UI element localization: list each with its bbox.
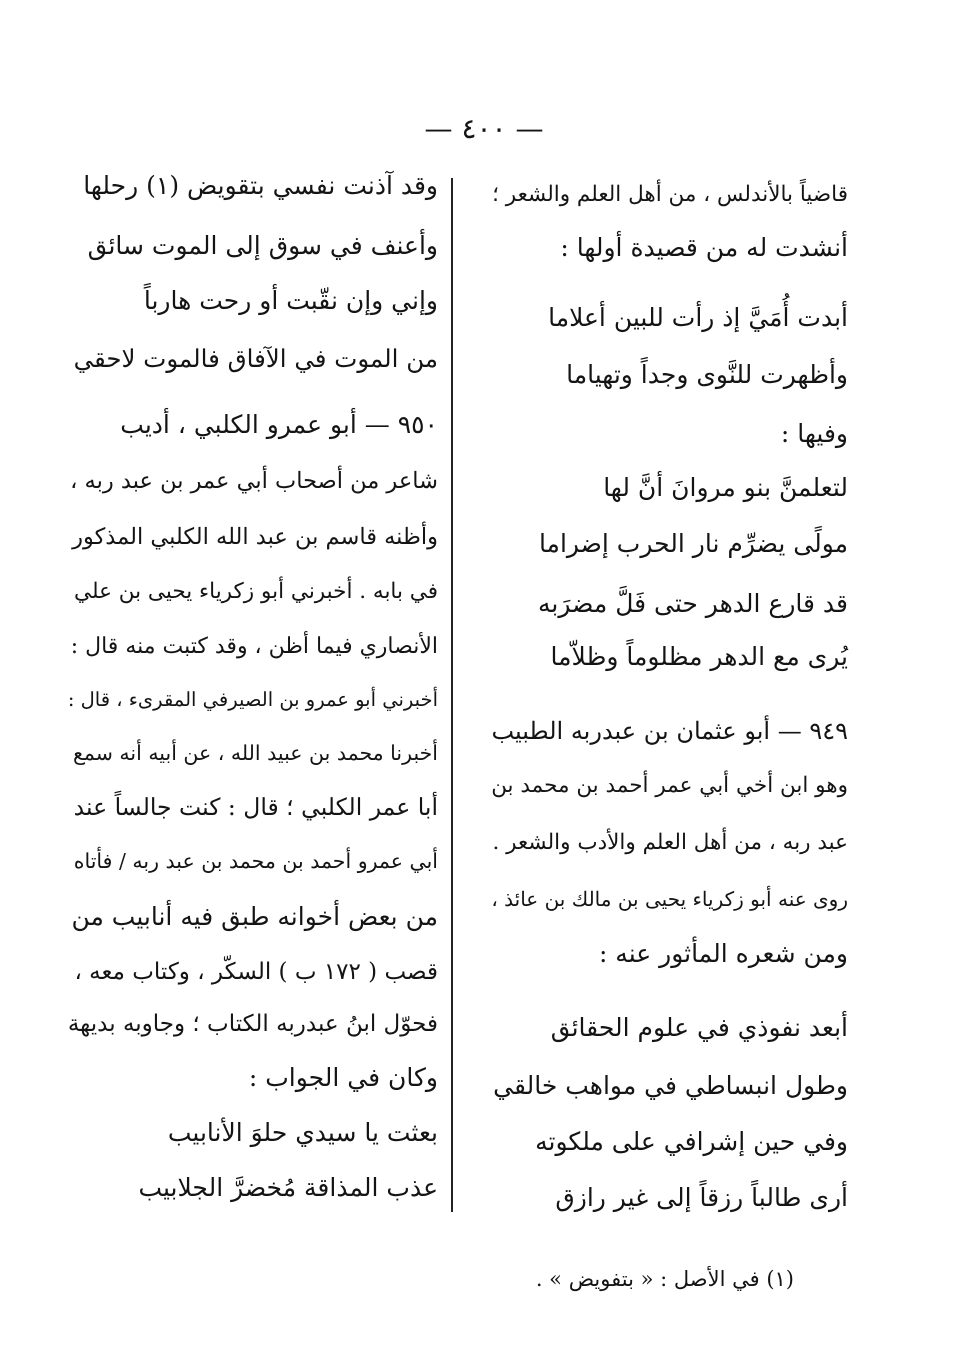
text-line: فحوّل ابنُ عبدربه الكتاب ؛ وجاوبه بديهة <box>67 1011 438 1037</box>
verse-line: بعثت يا سيدي حلوَ الأنابيب <box>167 1118 438 1147</box>
column-divider <box>451 178 453 1212</box>
text-line: عبد ربه ، من أهل العلم والأدب والشعر . <box>492 830 848 855</box>
text-line: وكان في الجواب : <box>248 1063 438 1092</box>
entry-heading: ٩٥٠ — أبو عمرو الكلبي ، أديب <box>120 410 438 439</box>
verse-line: أرى طالباً رزقاً إلى غير رازق <box>555 1183 848 1212</box>
verse-line: وفي حين إشرافي على ملكوته <box>535 1127 848 1156</box>
page-number: — ٤٠٠ — <box>424 112 544 145</box>
text-line: وفيها : <box>780 419 848 448</box>
text-line: الأنصاري فيما أظن ، وقد كتبت منه قال : <box>70 634 438 659</box>
entry-heading: ٩٤٩ — أبو عثمان بن عبدربه الطبيب <box>491 717 848 745</box>
text-line: أبا عمر الكلبي ؛ قال : كنت جالساً عند <box>73 793 438 821</box>
verse-line: أبدت أُمَيَّ إذ رأت للبين أعلاما <box>548 303 848 332</box>
verse-line: يُرى مع الدهر مظلوماً وظلاّما <box>550 642 848 671</box>
text-line: روى عنه أبو زكرياء يحيى بن مالك بن عائذ ، <box>491 887 848 911</box>
text-line: في بابه . أخبرني أبو زكرياء يحيى بن علي <box>74 579 438 604</box>
text-line: أخبرني أبو عمرو بن الصيرفي المقرىء ، قال : <box>67 688 438 711</box>
footnote: (١) في الأصل : « بتفويض » . <box>535 1267 794 1291</box>
text-line: شاعر من أصحاب أبي عمر بن عبد ربه ، <box>70 468 438 494</box>
text-line: ومن شعره المأثور عنه : <box>598 939 848 968</box>
verse-line: عذب المذاقة مُخضرَّ الجلابيب <box>138 1173 438 1202</box>
verse-line: وأعنف في سوق إلى الموت سائق <box>87 231 438 260</box>
verse-line: وقد آذنت نفسي بتقويض (١) رحلها <box>83 171 438 200</box>
verse-line: مولًى يضرِّم نار الحرب إضراما <box>538 529 848 558</box>
text-line: أنشدت له من قصيدة أولها : <box>560 233 848 262</box>
text-line: من بعض أخوانه طبق فيه أنابيب من <box>71 902 438 931</box>
verse-line: لتعلمنَّ بنو مروانَ أنَّ لها <box>603 473 848 502</box>
text-line: أبي عمرو أحمد بن محمد بن عبد ربه / فأتاه <box>73 849 438 873</box>
verse-line: وطول انبساطي في مواهب خالقي <box>493 1071 848 1100</box>
verse-line: وإني وإن نقّبت أو رحت هارباً <box>143 286 438 315</box>
text-line: قصب ( ١٧٢ ب ) السكّر ، وكتاب معه ، <box>74 959 438 985</box>
text-line: وهو ابن أخي أبي عمر أحمد بن محمد بن <box>491 773 848 798</box>
text-line: وأظنه قاسم بن عبد الله الكلبي المذكور <box>72 524 438 550</box>
text-line: أخبرنا محمد بن عبيد الله ، عن أبيه أنه سمع <box>72 741 438 765</box>
verse-line: قد قارع الدهر حتى فَلَّ مضرَبه <box>538 589 848 618</box>
verse-line: من الموت في الآفاق فالموت لاحقي <box>73 344 438 373</box>
text-line: قاضياً بالأندلس ، من أهل العلم والشعر ؛ <box>492 182 848 207</box>
verse-line: أبعد نفوذي في علوم الحقائق <box>550 1013 848 1042</box>
verse-line: وأظهرت للنَّوى وجداً وتهياما <box>566 360 848 389</box>
